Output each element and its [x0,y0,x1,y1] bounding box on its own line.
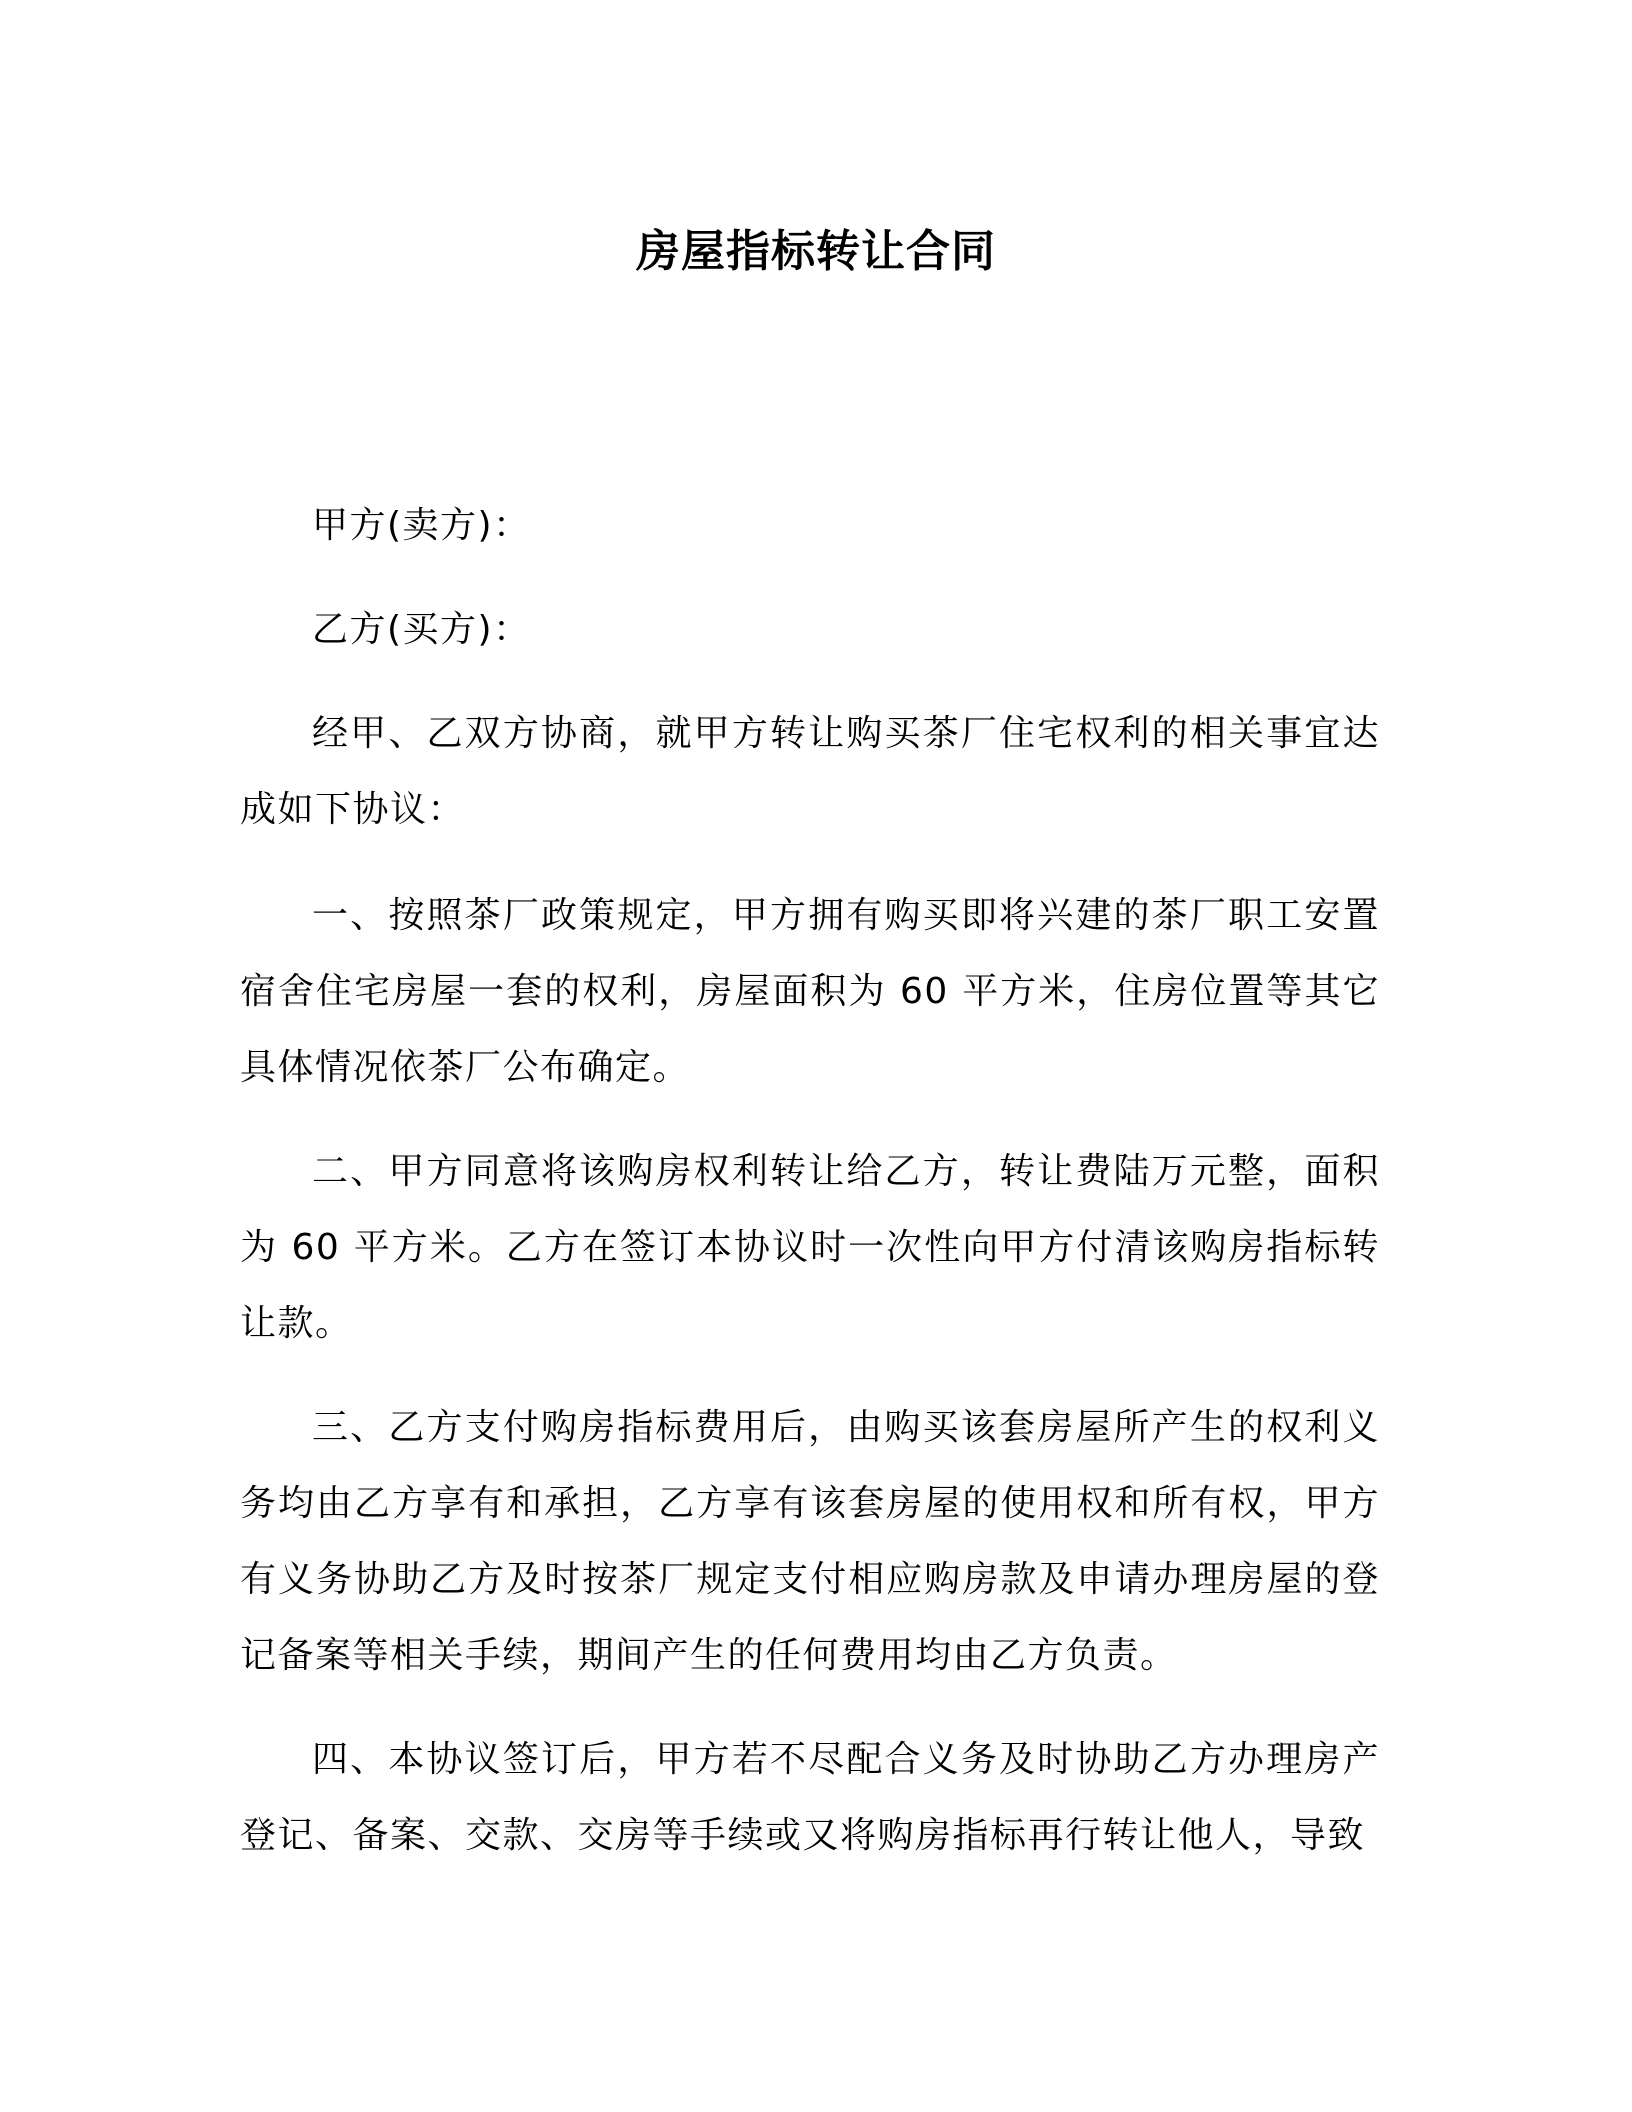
intro-paragraph: 经甲、乙双方协商，就甲方转让购买茶厂住宅权利的相关事宜达成如下协议： [240,713,1380,830]
document-body [240,488,1380,1902]
clause-3: 三、乙方支付购房指标费用后，由购买该套房屋所产生的权利义务均由乙方享有和承担，乙方享有该套房屋的使用权和所有权，甲方有义务协助乙方及时按茶厂规定支付相应购房款及申请办理房屋的登记备案等相关手续，期间产生的任何费用均由乙方负责。 [240,1407,1380,1676]
party-a-line: 甲方(卖方)： [312,505,531,546]
document-title: 房屋指标转让合同 [636,226,996,277]
clause-1: 一、按照茶厂政策规定，甲方拥有购买即将兴建的茶厂职工安置宿舍住宅房屋一套的权利，房屋面积为 60 平方米，住房位置等其它具体情况依茶厂公布确定。 [240,895,1380,1088]
party-b-line: 乙方(买方)： [312,609,531,650]
clause-4: 四、本协议签订后，甲方若不尽配合义务及时协助乙方办理房产登记、备案、交款、交房等手续或又将购房指标再行转让他人，导致 [240,1739,1380,1856]
clause-2: 二、甲方同意将该购房权利转让给乙方，转让费陆万元整，面积为 60 平方米。乙方在签订本协议时一次性向甲方付清该购房指标转让款。 [240,1151,1380,1344]
